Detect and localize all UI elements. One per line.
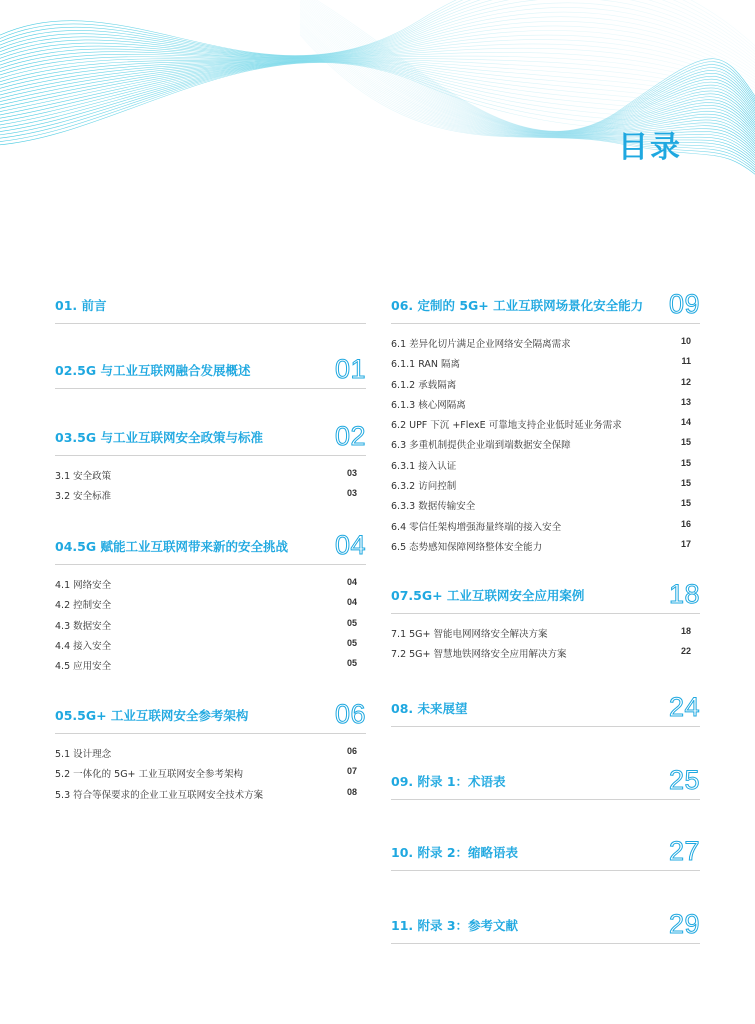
section-heading[interactable] (391, 910, 700, 944)
section-page-number (335, 421, 366, 452)
toc-entry-page: 16 (680, 518, 691, 529)
toc-entry-page: 06 (346, 746, 357, 756)
toc-section (391, 290, 700, 559)
toc-entry-page: 17 (680, 538, 691, 549)
section-heading[interactable] (55, 700, 366, 734)
toc-section (391, 837, 700, 871)
toc-entry[interactable] (391, 519, 700, 539)
section-page-number-text: 27 (668, 836, 700, 866)
toc-entry[interactable] (55, 658, 366, 678)
toc-section (391, 580, 700, 667)
toc-section (55, 700, 366, 807)
toc-entry-page: 15 (680, 437, 691, 448)
toc-entry-label: 6.3 多重机制提供企业端到端数据安全保障 (391, 440, 571, 452)
toc-entry-label: 6.5 态势感知保障网络整体安全能力 (391, 541, 543, 553)
toc-entry-label: 3.1 安全政策 (55, 471, 112, 482)
section-heading[interactable] (55, 355, 366, 389)
toc-entry[interactable] (55, 468, 366, 488)
toc-entry[interactable] (391, 377, 700, 397)
section-heading[interactable] (55, 531, 366, 565)
toc-entry-page: 04 (346, 597, 357, 608)
toc-section (55, 290, 366, 324)
section-heading[interactable] (391, 290, 700, 324)
section-page-number (335, 530, 366, 561)
toc-entry[interactable] (391, 356, 700, 376)
toc-entry-label: 6.3.3 数据传输安全 (391, 501, 476, 513)
section-page-number (335, 699, 366, 730)
toc-entry-label: 6.2 UPF 下沉 +FlexE 可靠地支持企业低时延业务需求 (391, 420, 622, 432)
toc-entry-page: 15 (680, 478, 691, 489)
toc-entry-label: 6.1.3 核心网隔离 (391, 399, 466, 411)
section-page-number-text: 29 (668, 909, 700, 939)
section-page-number-text: 06 (334, 699, 366, 729)
section-title[interactable]: 04.5G 赋能工业互联网带来新的安全挑战 (55, 539, 288, 554)
toc-entry-page: 05 (346, 658, 357, 669)
toc-entry[interactable] (55, 787, 366, 807)
toc-entry[interactable] (391, 539, 700, 559)
toc-entry[interactable] (391, 397, 700, 417)
toc-entry[interactable] (55, 488, 366, 508)
section-title[interactable]: 05.5G+ 工业互联网安全参考架构 (55, 708, 249, 723)
toc-entry-label: 7.1 5G+ 智能电网网络安全解决方案 (391, 629, 548, 640)
toc-entry-label: 6.1.1 RAN 隔离 (391, 359, 461, 371)
toc-section (391, 693, 700, 727)
section-title[interactable]: 07.5G+ 工业互联网安全应用案例 (391, 588, 585, 603)
section-heading[interactable] (391, 693, 700, 727)
section-page-number-text: 24 (668, 692, 700, 722)
toc-entry[interactable] (55, 746, 366, 766)
toc-entry-label: 6.3.1 接入认证 (391, 460, 457, 472)
toc-entry-page: 08 (346, 786, 357, 797)
toc-entry[interactable] (55, 638, 366, 658)
section-heading[interactable] (391, 837, 700, 871)
toc-entry-label: 5.2 一体化的 5G+ 工业互联网安全参考架构 (55, 769, 244, 781)
section-items (55, 577, 366, 678)
section-title[interactable]: 03.5G 与工业互联网安全政策与标准 (55, 430, 263, 445)
section-title[interactable]: 02.5G 与工业互联网融合发展概述 (55, 363, 251, 378)
section-items (55, 468, 366, 509)
page-title: 目录 (618, 130, 682, 165)
section-title[interactable]: 01. 前言 (55, 298, 107, 313)
toc-entry[interactable] (55, 577, 366, 597)
section-title[interactable]: 06. 定制的 5G+ 工业互联网场景化安全能力 (391, 298, 644, 313)
toc-entry[interactable] (391, 336, 700, 356)
toc-entry-label: 4.2 控制安全 (55, 600, 112, 612)
toc-entry-page: 22 (680, 646, 691, 657)
toc-entry-page: 15 (680, 457, 691, 468)
section-page-number (669, 836, 700, 867)
toc-section (391, 766, 700, 800)
toc-entry-page: 03 (346, 468, 357, 478)
toc-section (55, 355, 366, 389)
toc-entry[interactable] (391, 478, 700, 498)
toc-entry-label: 6.1.2 承载隔离 (391, 379, 457, 391)
toc-entry-page: 07 (346, 766, 357, 777)
toc-entry-page: 14 (680, 417, 691, 428)
toc-entry[interactable] (391, 437, 700, 457)
toc-entry-page: 04 (346, 577, 357, 587)
toc-entry[interactable] (55, 597, 366, 617)
section-items (391, 626, 700, 667)
toc-section (391, 910, 700, 944)
section-page-number-text: 04 (334, 530, 366, 560)
section-page-number-text: 25 (668, 765, 700, 795)
toc-entry[interactable] (391, 646, 700, 666)
toc-entry[interactable] (391, 417, 700, 437)
section-page-number-text: 02 (334, 421, 366, 451)
section-items (391, 336, 700, 559)
toc-entry[interactable] (391, 498, 700, 518)
section-page-number-text: 09 (668, 289, 700, 319)
toc-entry-page: 13 (680, 396, 691, 407)
section-page-number (669, 579, 700, 610)
toc-entry-page: 10 (680, 336, 691, 346)
section-title[interactable]: 10. 附录 2：缩略语表 (391, 845, 519, 860)
toc-entry-label: 6.4 零信任架构增强海量终端的接入安全 (391, 521, 562, 533)
toc-entry-label: 4.3 数据安全 (55, 620, 112, 632)
toc-entry-page: 05 (346, 637, 357, 648)
toc-entry-label: 4.4 接入安全 (55, 640, 112, 652)
toc-entry[interactable] (391, 626, 700, 646)
toc-entry[interactable] (391, 458, 700, 478)
section-title[interactable]: 09. 附录 1：术语表 (391, 774, 506, 789)
toc-entry-label: 4.5 应用安全 (55, 661, 112, 673)
toc-entry-label: 5.3 符合等保要求的企业工业互联网安全技术方案 (55, 789, 264, 801)
section-items (55, 746, 366, 807)
toc-entry-page: 05 (346, 617, 357, 628)
toc-entry-page: 12 (680, 376, 691, 387)
toc-entry-page: 11 (681, 356, 691, 367)
toc-entry[interactable] (55, 618, 366, 638)
section-title[interactable]: 08. 未来展望 (391, 701, 468, 716)
section-title[interactable]: 11. 附录 3：参考文献 (391, 918, 519, 933)
section-heading[interactable] (391, 766, 700, 800)
toc-entry-page: 15 (680, 498, 691, 509)
toc-section (55, 422, 366, 509)
toc-entry-label: 4.1 网络安全 (55, 580, 112, 591)
section-page-number-text: 01 (334, 354, 366, 384)
section-heading[interactable] (55, 290, 366, 324)
section-page-number-text: 18 (668, 579, 700, 609)
section-page-number (669, 692, 700, 723)
toc-entry-label: 6.3.2 访问控制 (391, 481, 457, 493)
section-page-number (669, 289, 700, 320)
toc-entry[interactable] (55, 766, 366, 786)
section-page-number (669, 909, 700, 940)
section-page-number (335, 354, 366, 385)
toc-entry-label: 3.2 安全标准 (55, 491, 112, 503)
toc-entry-label: 5.1 设计理念 (55, 749, 112, 760)
toc-entry-page: 18 (680, 626, 691, 636)
toc-section (55, 531, 366, 678)
section-heading[interactable] (391, 580, 700, 614)
toc-entry-page: 03 (346, 488, 357, 499)
section-page-number (669, 765, 700, 796)
toc-entry-label: 6.1 差异化切片满足企业网络安全隔离需求 (391, 339, 571, 350)
toc-entry-label: 7.2 5G+ 智慧地铁网络安全应用解决方案 (391, 649, 567, 661)
section-heading[interactable] (55, 422, 366, 456)
